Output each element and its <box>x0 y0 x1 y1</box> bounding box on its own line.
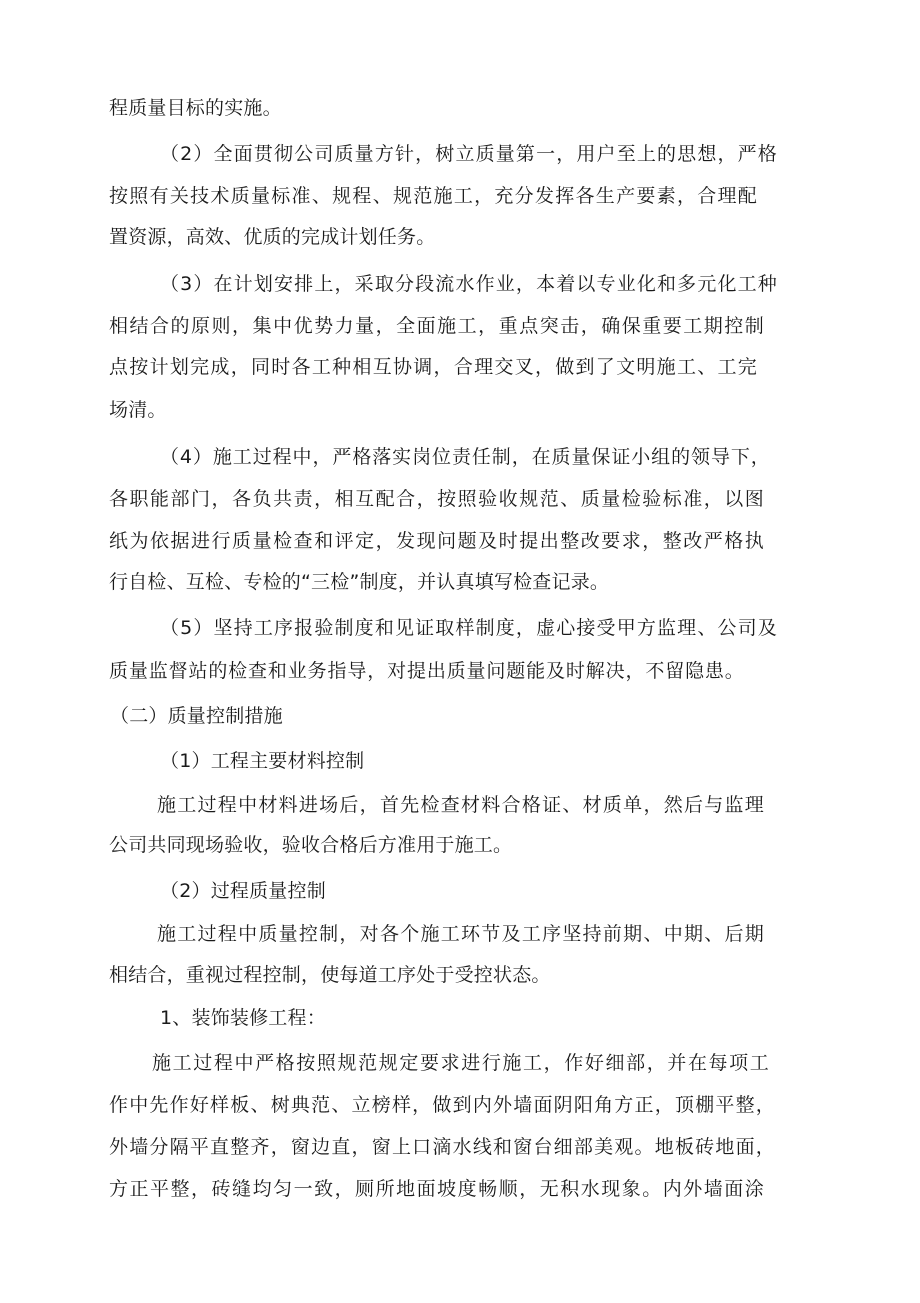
text-line: 施工过程中质量控制，对各个施工环节及工序坚持前期、中期、后期 <box>157 923 764 945</box>
subsection-heading: 1、装饰装修工程： <box>160 1007 326 1029</box>
subsection-heading: （2）过程质量控制 <box>160 880 326 902</box>
text-line: 相结合的原则，集中优势力量，全面施工，重点突击，确保重要工期控制 <box>109 315 764 337</box>
text-line: 施工过程中严格按照规范规定要求进行施工，作好细部，并在每项工 <box>152 1052 769 1074</box>
text-line: （2）全面贯彻公司质量方针，树立质量第一，用户至上的思想，严格 <box>160 143 777 165</box>
text-line: 场清。 <box>109 399 167 421</box>
section-heading: （二）质量控制措施 <box>110 705 283 727</box>
text-line: 点按计划完成，同时各工种相互协调，合理交叉，做到了文明施工、工完 <box>109 356 757 378</box>
text-line: 作中先作好样板、树典范、立榜样，做到内外墙面阴阳角方正，顶棚平整， <box>109 1094 775 1116</box>
text-line: 程质量目标的实施。 <box>109 97 282 119</box>
text-line: （4）施工过程中，严格落实岗位责任制，在质量保证小组的领导下， <box>160 446 770 468</box>
text-line: （3）在计划安排上，采取分段流水作业，本着以专业化和多元化工种 <box>160 273 777 295</box>
text-line: 外墙分隔平直整齐，窗边直，窗上口滴水线和窗台细部美观。地板砖地面， <box>109 1136 775 1158</box>
text-line: 方正平整，砖缝均匀一致，厕所地面坡度畅顺，无积水现象。内外墙面涂 <box>109 1178 764 1200</box>
subsection-heading: （1）工程主要材料控制 <box>160 750 365 772</box>
text-line: 相结合，重视过程控制，使每道工序处于受控状态。 <box>109 964 551 986</box>
text-line: 质量监督站的检查和业务指导，对提出质量问题能及时解决，不留隐患。 <box>109 660 744 682</box>
text-line: 置资源，高效、优质的完成计划任务。 <box>109 226 436 248</box>
text-line: 施工过程中材料进场后，首先检查材料合格证、材质单，然后与监理 <box>157 794 764 816</box>
text-line: 公司共同现场验收，验收合格后方准用于施工。 <box>109 834 513 856</box>
text-line: 各职能部门，各负共责，相互配合，按照验收规范、质量检验标准，以图 <box>109 488 764 510</box>
text-line: 行自检、互检、专检的“三检”制度，并认真填写检查记录。 <box>109 571 610 593</box>
text-line: （5）坚持工序报验制度和见证取样制度，虚心接受甲方监理、公司及 <box>160 617 777 639</box>
text-line: 按照有关技术质量标准、规程、规范施工，充分发挥各生产要素，合理配 <box>109 185 757 207</box>
text-line: 纸为依据进行质量检查和评定，发现问题及时提出整改要求，整改严格执 <box>109 530 764 552</box>
